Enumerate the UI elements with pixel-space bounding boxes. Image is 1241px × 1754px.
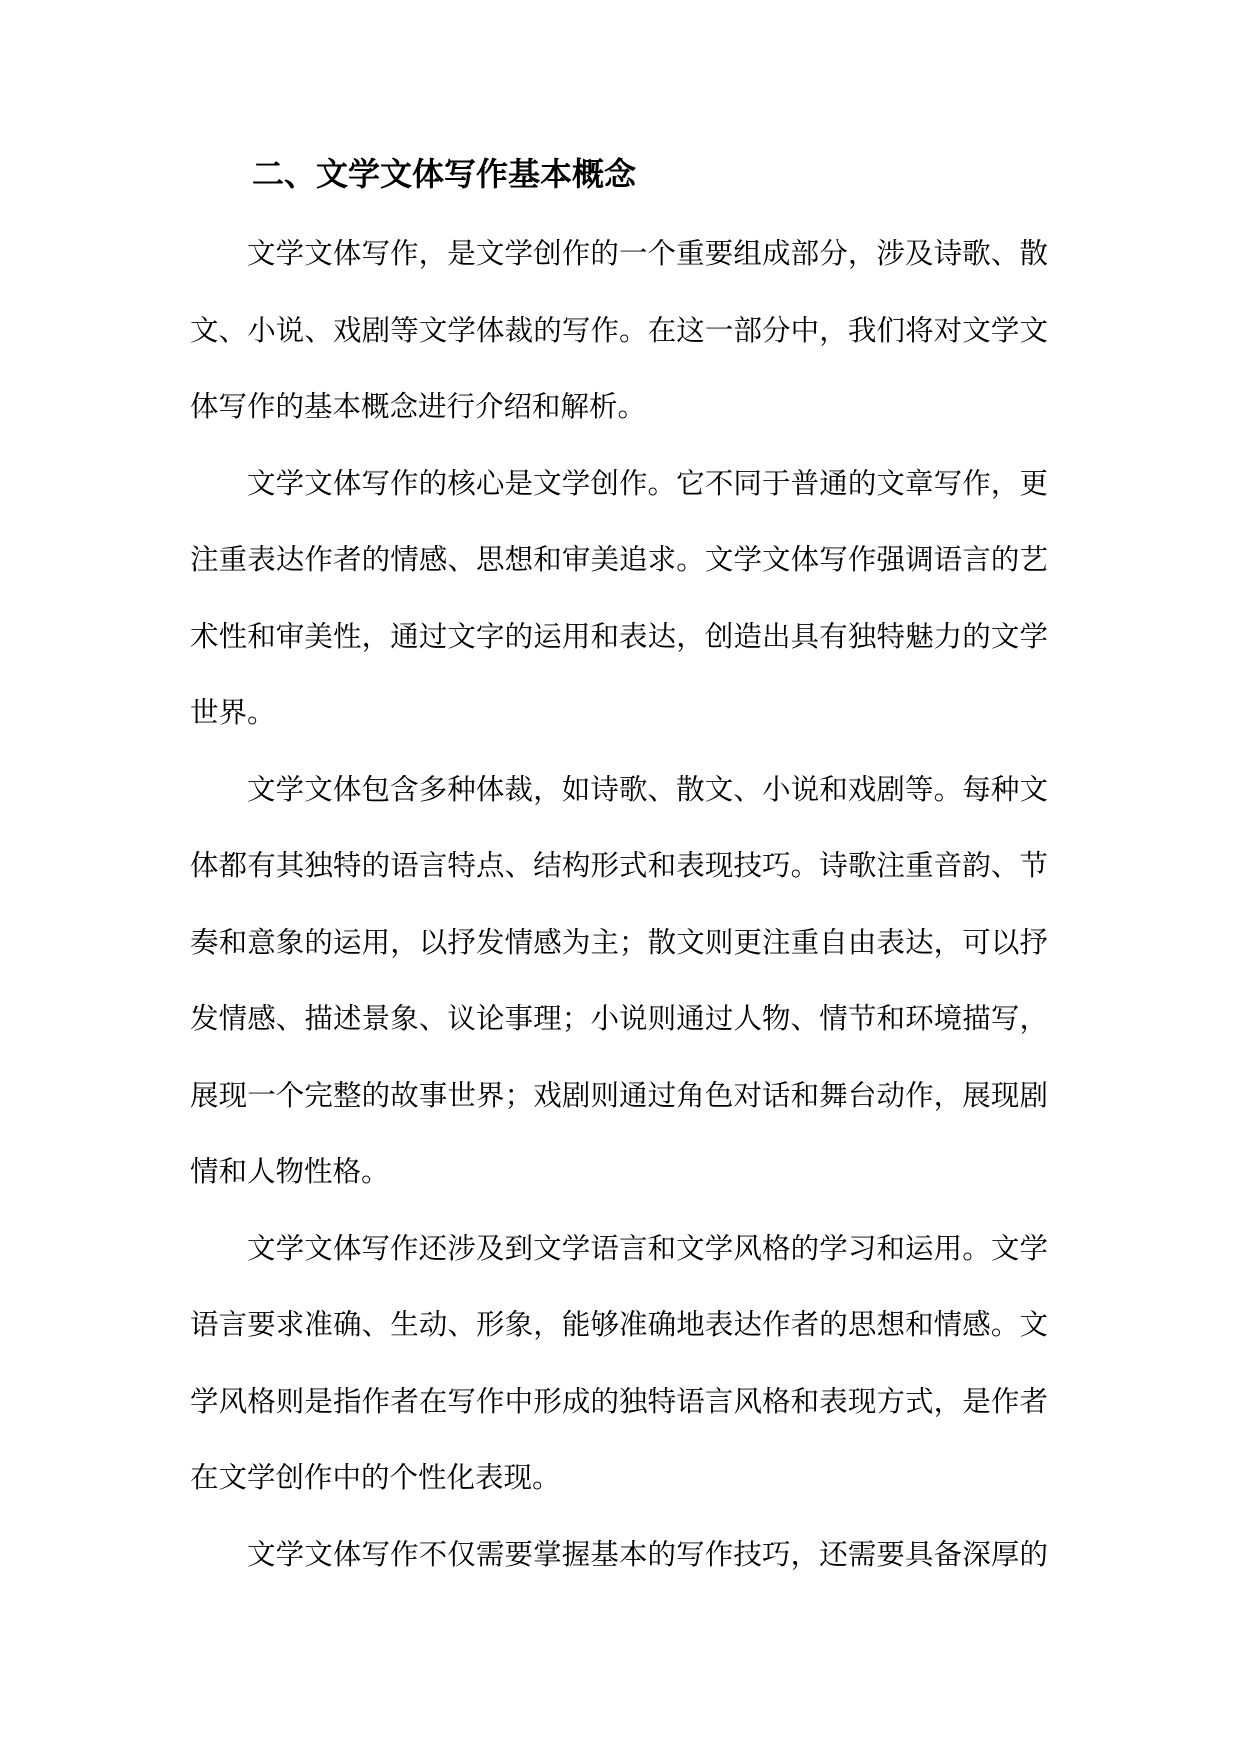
paragraph-4 — [190, 1225, 1048, 1531]
paragraph-line: 体写作的基本概念进行介绍和解析。 — [190, 390, 647, 423]
paragraph-line: 文学文体包含多种体裁，如诗歌、散文、小说和戏剧等。每种文 — [247, 772, 1048, 806]
paragraph-line: 在文学创作中的个性化表现。 — [190, 1461, 561, 1494]
paragraph-1 — [190, 230, 1048, 460]
paragraph-line: 语言要求准确、生动、形象，能够准确地表达作者的思想和情感。文 — [190, 1308, 1048, 1341]
paragraph-2 — [190, 460, 1048, 766]
paragraph-3 — [190, 766, 1048, 1225]
document-body — [190, 230, 1048, 1607]
paragraph-line: 情和人物性格。 — [190, 1155, 390, 1188]
paragraph-line: 文学文体写作不仅需要掌握基本的写作技巧，还需要具备深厚的 — [247, 1537, 1048, 1571]
paragraph-line: 发情感、描述景象、议论事理；小说则通过人物、情节和环境描写， — [190, 1002, 1048, 1035]
paragraph-line: 世界。 — [190, 696, 276, 729]
paragraph-line: 奏和意象的运用，以抒发情感为主；散文则更注重自由表达，可以抒 — [190, 925, 1048, 959]
paragraph-5 — [190, 1531, 1048, 1608]
paragraph-line: 术性和审美性，通过文字的运用和表达，创造出具有独特魅力的文学 — [190, 619, 1048, 653]
paragraph-line: 体都有其独特的语言特点、结构形式和表现技巧。诗歌注重音韵、节 — [190, 849, 1048, 882]
paragraph-line: 文学文体写作还涉及到文学语言和文学风格的学习和运用。文学 — [247, 1231, 1048, 1265]
paragraph-line: 文学文体写作的核心是文学创作。它不同于普通的文章写作，更 — [247, 466, 1048, 500]
section-heading: 二、文学文体写作基本概念 — [252, 155, 637, 193]
paragraph-line: 文、小说、戏剧等文学体裁的写作。在这一部分中，我们将对文学文 — [190, 313, 1048, 347]
paragraph-line: 注重表达作者的情感、思想和审美追求。文学文体写作强调语言的艺 — [190, 543, 1048, 576]
paragraph-line: 学风格则是指作者在写作中形成的独特语言风格和表现方式，是作者 — [190, 1384, 1048, 1418]
paragraph-line: 文学文体写作，是文学创作的一个重要组成部分，涉及诗歌、散 — [247, 237, 1048, 270]
paragraph-line: 展现一个完整的故事世界；戏剧则通过角色对话和舞台动作，展现剧 — [190, 1078, 1048, 1112]
